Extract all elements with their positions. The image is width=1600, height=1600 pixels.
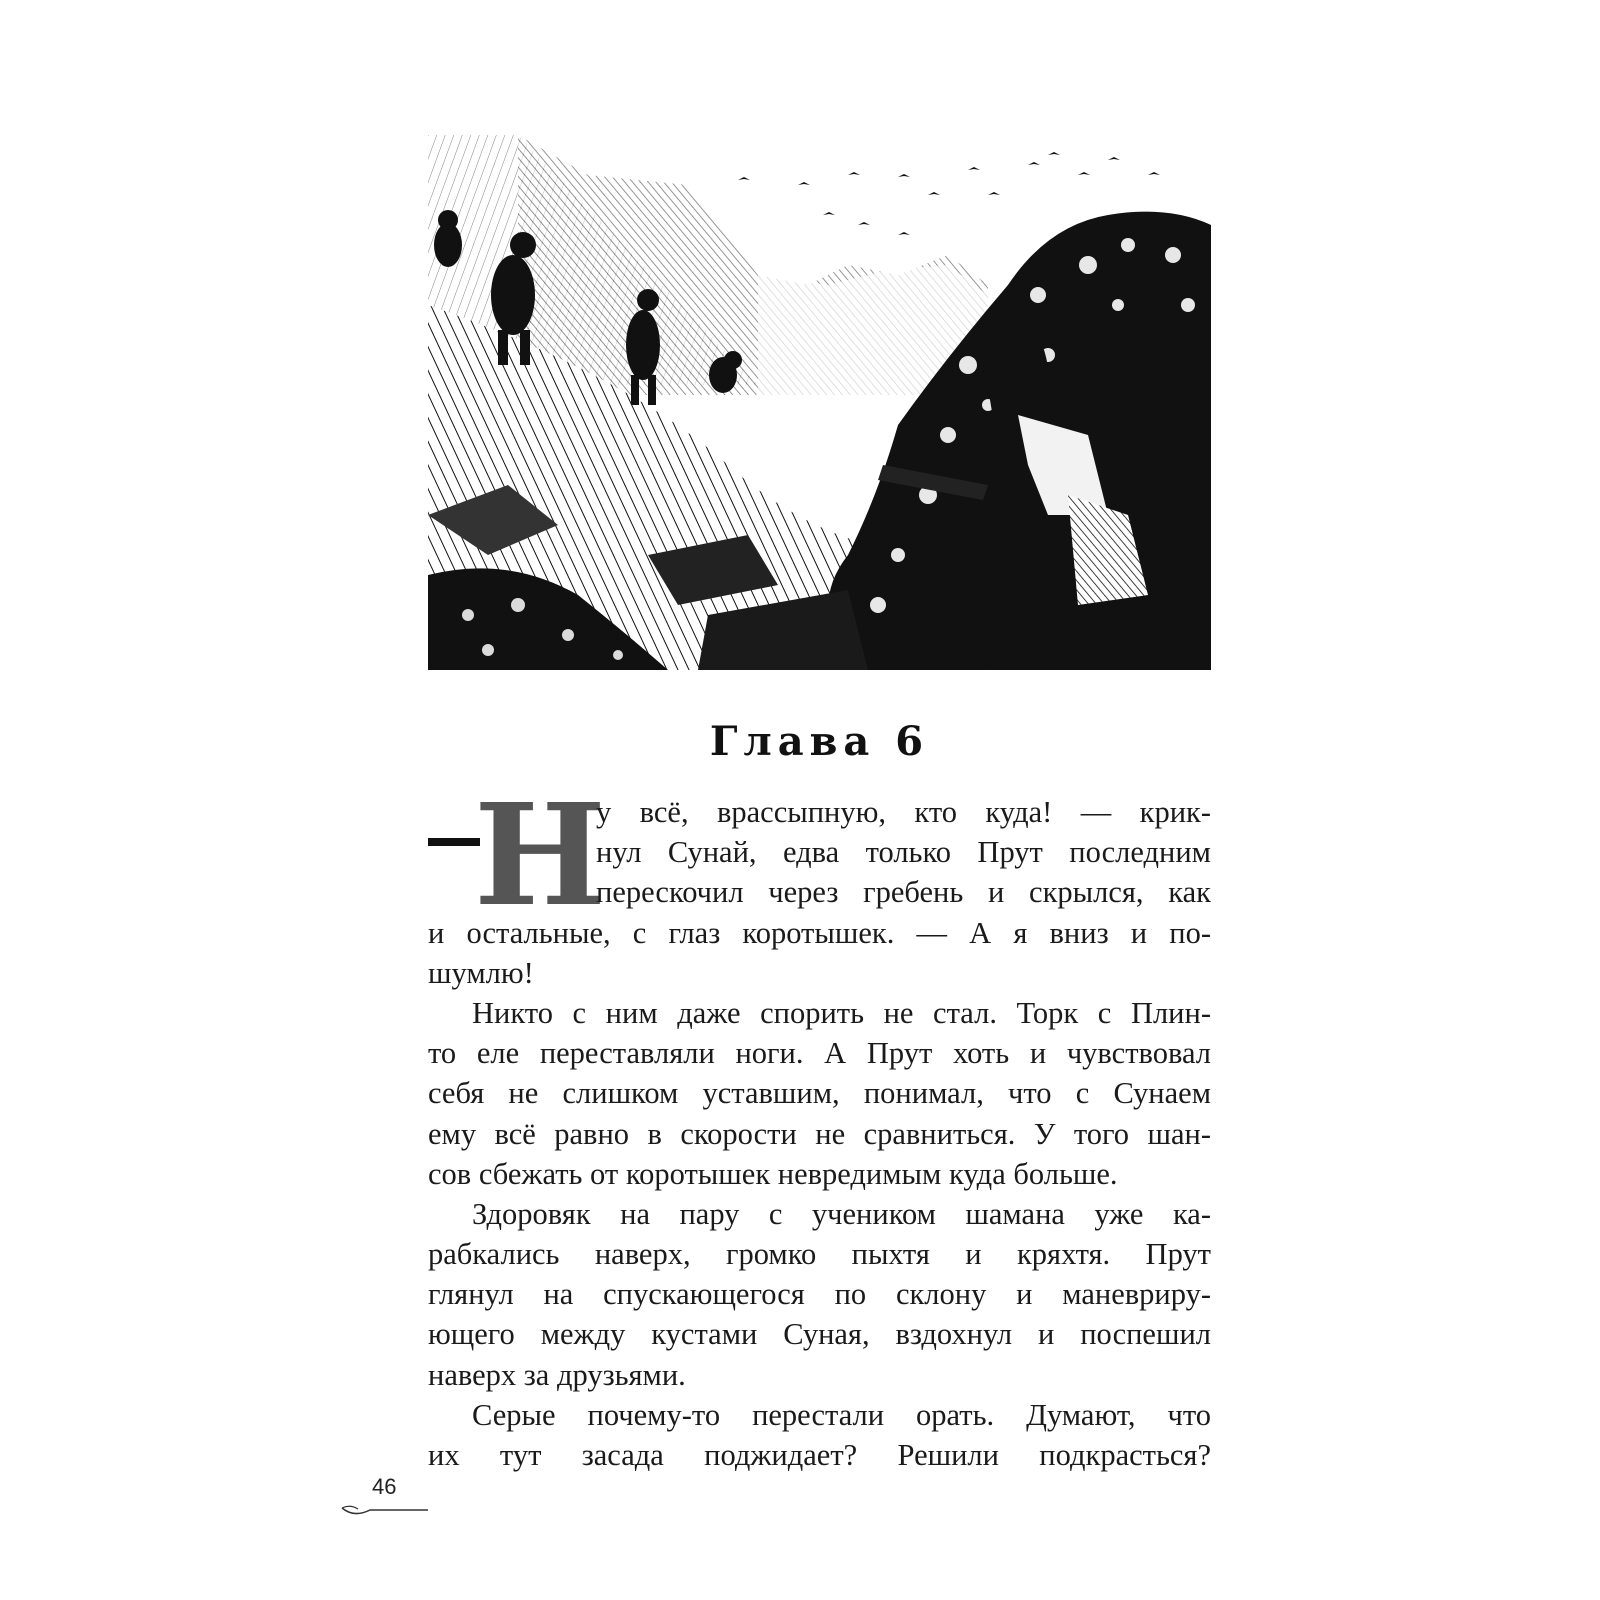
paragraph: [428, 1395, 1211, 1475]
text-line: ему всё равно в скорости не сравниться. У того шан-: [428, 1116, 1211, 1151]
text-line: сов сбежать от коротышек невредимым куда больше.: [428, 1156, 1118, 1191]
drop-cap-letter: Н: [473, 774, 607, 938]
text-line: и остальные, с глаз коротышек. — А я вниз и по-: [428, 915, 1211, 950]
text-line: Серые почему-то перестали орать. Думают, что: [472, 1397, 1211, 1432]
page-number: 46: [372, 1474, 397, 1499]
text-line: то еле переставляли ноги. А Прут хоть и чувствовал: [428, 1036, 1211, 1071]
text-line: шумлю!: [428, 955, 534, 990]
chapter-illustration: [428, 135, 1211, 670]
text-line: перескочил через гребень и скрылся, как: [596, 875, 1211, 910]
text-line: их тут засада поджидает? Решили подкрасться?: [428, 1438, 1211, 1472]
text-line: наверх за друзьями.: [428, 1357, 686, 1392]
text-line: рабкались наверх, громко пыхтя и кряхтя. Прут: [428, 1237, 1211, 1272]
page-number-ornament: [340, 1500, 430, 1520]
text-line: себя не слишком уставшим, понимал, что с Сунаем: [428, 1076, 1211, 1111]
text-line: у всё, врассыпную, кто куда! — крик-: [596, 795, 1211, 829]
text-line: Никто с ним даже спорить не стал. Торк с Плин-: [472, 995, 1211, 1030]
text-line: глянул на спускающегося по склону и маневриру-: [428, 1277, 1211, 1312]
paragraph: [428, 1194, 1211, 1395]
text-line: Здоровяк на пару с учеником шамана уже ка-: [472, 1196, 1211, 1231]
paragraph: [428, 792, 1211, 993]
chapter-title: Глава 6: [709, 718, 930, 765]
chapter-body: [428, 792, 1211, 1475]
text-line: нул Сунай, едва только Прут последним: [596, 835, 1211, 870]
paragraph: [428, 993, 1211, 1194]
text-line: ющего между кустами Суная, вздохнул и поспешил: [428, 1317, 1211, 1352]
